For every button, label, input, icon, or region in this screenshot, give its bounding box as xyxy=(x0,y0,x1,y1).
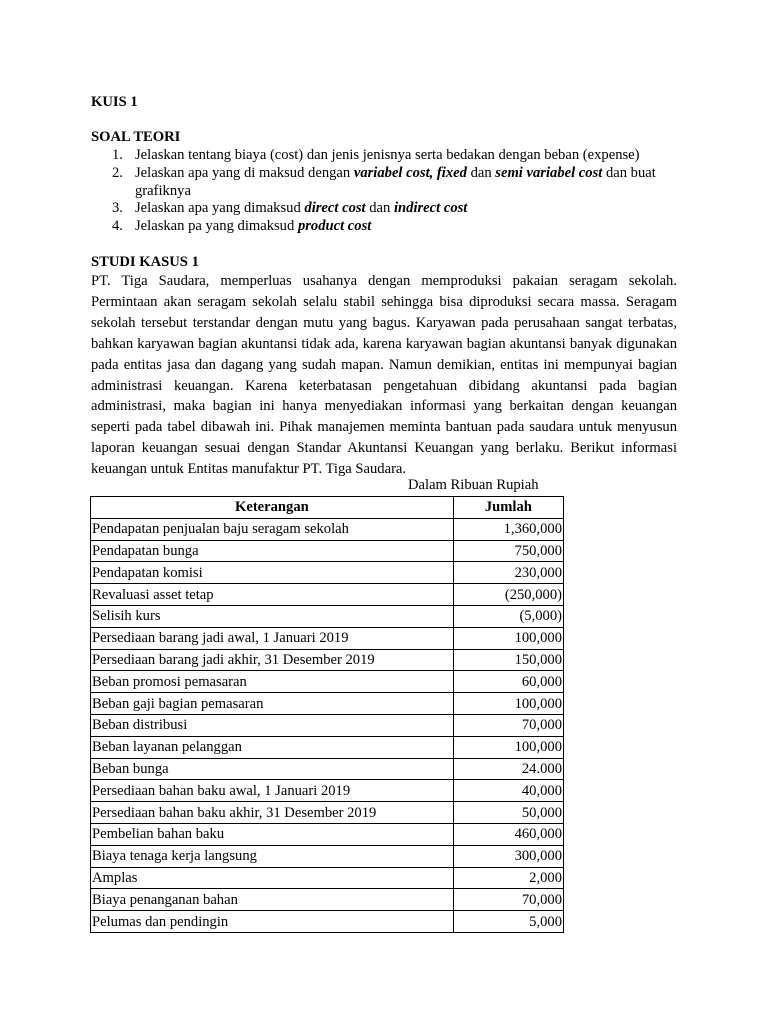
table-row xyxy=(91,889,564,911)
table-row xyxy=(91,562,564,584)
row-description: Beban layanan pelanggan xyxy=(91,736,454,758)
table-body xyxy=(91,518,564,932)
row-description: Persediaan bahan baku akhir, 31 Desember 2019 xyxy=(91,802,454,824)
table-row xyxy=(91,758,564,780)
row-description: Pelumas dan pendingin xyxy=(91,911,454,933)
question-text: Jelaskan apa yang di maksud dengan xyxy=(135,164,354,181)
question-term: variabel cost, fixed xyxy=(353,164,467,181)
theory-question xyxy=(91,200,691,218)
row-amount: 70,000 xyxy=(453,714,563,736)
table-row xyxy=(91,671,564,693)
row-amount: 60,000 xyxy=(453,671,563,693)
row-description: Selisih kurs xyxy=(91,605,454,627)
question-text: dan buat grafiknya xyxy=(135,164,656,199)
table-row xyxy=(91,627,564,649)
row-description: Persediaan barang jadi awal, 1 Januari 2019 xyxy=(91,627,454,649)
row-amount: 40,000 xyxy=(453,780,563,802)
row-amount: 100,000 xyxy=(453,736,563,758)
row-description: Amplas xyxy=(91,867,454,889)
table-row xyxy=(91,605,564,627)
row-amount: 24.000 xyxy=(453,758,563,780)
question-number: 1. xyxy=(112,147,123,163)
row-description: Pendapatan bunga xyxy=(91,540,454,562)
table-row xyxy=(91,867,564,889)
table-row xyxy=(91,736,564,758)
table-row xyxy=(91,584,564,606)
theory-question xyxy=(91,147,691,165)
column-header-keterangan: Keterangan xyxy=(91,497,454,519)
column-header-jumlah: Jumlah xyxy=(453,497,563,519)
row-description: Biaya penanganan bahan xyxy=(91,889,454,911)
row-amount: 1,360,000 xyxy=(453,518,563,540)
table-row xyxy=(91,649,564,671)
table-row xyxy=(91,780,564,802)
table-row xyxy=(91,845,564,867)
row-amount: 50,000 xyxy=(453,802,563,824)
row-description: Persediaan barang jadi akhir, 31 Desember 2019 xyxy=(91,649,454,671)
row-amount: 5,000 xyxy=(453,911,563,933)
question-text: Jelaskan tentang biaya (cost) dan jenis jenisnya serta bedakan dengan beban (expense) xyxy=(135,147,640,163)
question-number: 2. xyxy=(112,164,123,181)
row-amount: 750,000 xyxy=(453,540,563,562)
question-term: indirect cost xyxy=(393,200,468,217)
row-amount: 300,000 xyxy=(453,845,563,867)
theory-heading: SOAL TEORI xyxy=(91,129,181,145)
row-description: Revaluasi asset tetap xyxy=(91,584,454,606)
row-amount: 70,000 xyxy=(453,889,563,911)
theory-question-list xyxy=(91,147,691,236)
financial-info-table xyxy=(90,496,564,933)
unit-note: Dalam Ribuan Rupiah xyxy=(408,477,539,493)
row-description: Beban promosi pemasaran xyxy=(91,671,454,693)
row-description: Beban bunga xyxy=(91,758,454,780)
question-term: product cost xyxy=(297,218,372,235)
row-amount: (250,000) xyxy=(453,584,563,606)
table-row xyxy=(91,911,564,933)
table-row xyxy=(91,540,564,562)
question-text: Jelaskan apa yang dimaksud xyxy=(135,200,305,217)
row-amount: (5,000) xyxy=(453,605,563,627)
table-row xyxy=(91,802,564,824)
table-header-row xyxy=(91,497,564,519)
row-amount: 150,000 xyxy=(453,649,563,671)
question-number: 4. xyxy=(112,218,123,235)
question-term: direct cost xyxy=(304,200,366,217)
question-number: 3. xyxy=(112,200,123,217)
row-description: Pendapatan penjualan baju seragam sekolah xyxy=(91,518,454,540)
row-description: Beban gaji bagian pemasaran xyxy=(91,693,454,715)
row-amount: 100,000 xyxy=(453,693,563,715)
question-term: semi variabel cost xyxy=(495,164,603,181)
row-description: Biaya tenaga kerja langsung xyxy=(91,845,454,867)
row-amount: 100,000 xyxy=(453,627,563,649)
row-amount: 230,000 xyxy=(453,562,563,584)
table-row xyxy=(91,714,564,736)
theory-question xyxy=(91,218,691,236)
case-study-heading: STUDI KASUS 1 xyxy=(91,254,199,270)
row-amount: 2,000 xyxy=(453,867,563,889)
case-study-paragraph: PT. Tiga Saudara, memperluas usahanya dengan memproduksi pakaian seragam sekolah. Permintaan akan seragam sekolah selalu stabil sehingga bisa diproduksi secara massa. Seragam sekolah tersebut terstandar dengan mutu yang bagus. Karyawan pada perusahaan sangat terbatas, bahkan karyawan bagian akuntansi tidak ada, karena karyawan bagian akuntansi banyak digunakan pada entitas jasa dan dagang yang sudah mapan. Namun demikian, entitas ini mempunyai bagian administrasi keuangan. Karena keterbatasan pengetahuan dibidang akuntansi pada bagian administrasi, maka bagian ini hanya menyediakan informasi yang berkaitan dengan keuangan seperti pada tabel dibawah ini. Pihak manajemen meminta bantuan pada saudara untuk menyusun laporan keuangan sesuai dengan Standar Akuntansi Keuangan yang berlaku. Berikut informasi keuangan untuk Entitas manufaktur PT. Tiga Saudara. xyxy=(91,273,677,478)
row-description: Pendapatan komisi xyxy=(91,562,454,584)
row-description: Pembelian bahan baku xyxy=(91,823,454,845)
row-amount: 460,000 xyxy=(453,823,563,845)
table-row xyxy=(91,823,564,845)
question-text: Jelaskan pa yang dimaksud xyxy=(135,218,298,235)
theory-question xyxy=(91,165,691,201)
row-description: Persediaan bahan baku awal, 1 Januari 2019 xyxy=(91,780,454,802)
question-text: dan xyxy=(365,200,394,217)
table-row xyxy=(91,693,564,715)
question-text: dan xyxy=(466,164,496,181)
row-description: Beban distribusi xyxy=(91,714,454,736)
table-row xyxy=(91,518,564,540)
quiz-title: KUIS 1 xyxy=(91,94,138,110)
